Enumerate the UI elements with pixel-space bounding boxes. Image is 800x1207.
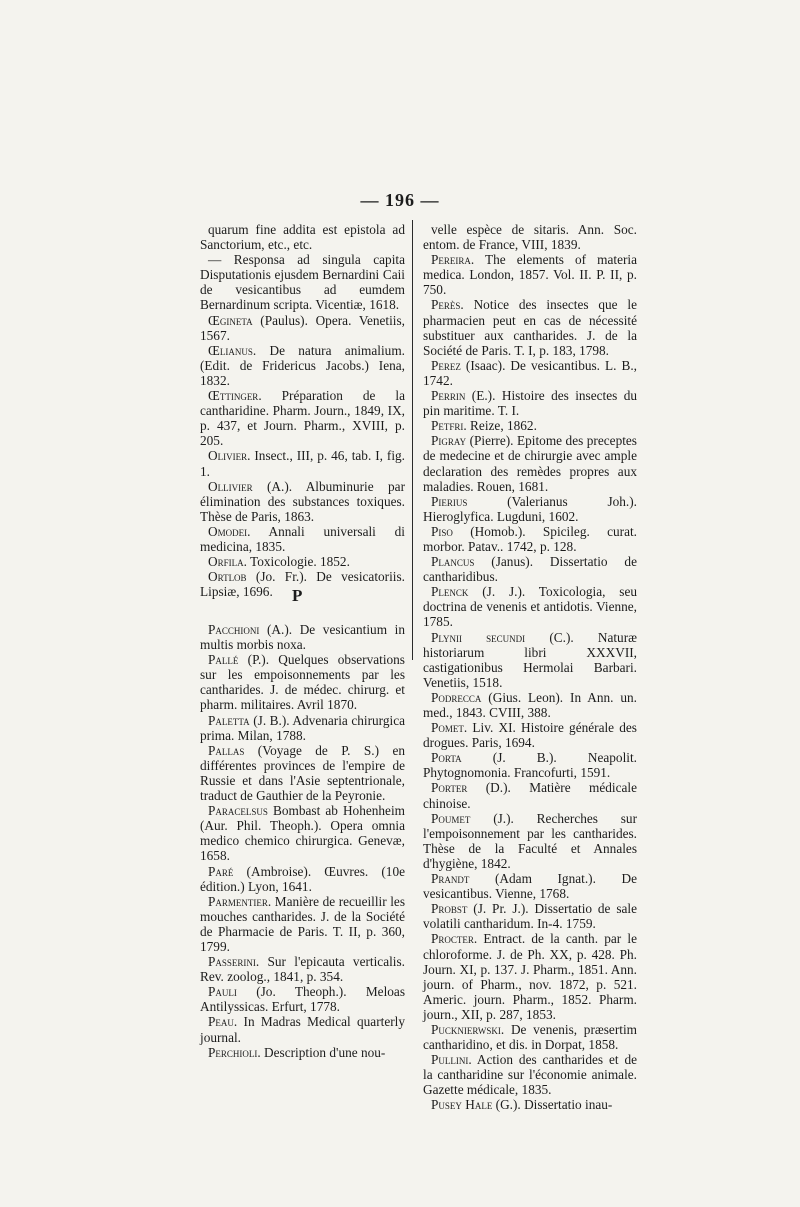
entry-text: . Reize, 1862.: [463, 418, 537, 434]
entry-text: velle espèce de sitaris. Ann. Soc. entom. de France, VIII, 1839.: [423, 222, 637, 253]
entry-text: (Homob.). Spicileg. curat. morbor. Patav.. 1742, p. 128.: [423, 523, 637, 554]
bibliography-entry: [200, 1014, 405, 1044]
bibliography-entry: [423, 222, 637, 252]
entry-text: (Jo. Fr.). De vesicatoriis. Lipsiæ, 1696.: [200, 569, 405, 600]
entry-text: (D.). Matière médicale chinoise.: [423, 780, 637, 811]
bibliography-entry: [200, 954, 405, 984]
entry-author: Petfri: [431, 418, 464, 434]
entry-author: Pullini: [431, 1052, 469, 1068]
bibliography-entry: [200, 1045, 405, 1060]
right-column: [423, 222, 637, 1113]
bibliography-entry: [423, 358, 637, 388]
entry-text: (Jo. Theoph.). Meloas Antilyssicas. Erfurt, 1778.: [200, 984, 405, 1015]
entry-text: . Entract. de la canth. par le chloroforme. J. de Ph. XX, p. 428. Ph. Journ. XI, p. 137. J. Pharm., 1851. Ann. journ. of Pharm., nov. 1872, p. 521. Americ. journ. Pharm., 1852. Pharm. journ., XII, p. 287, 1853.: [423, 931, 637, 1022]
entry-text: (Janus). Dissertatio de cantharidibus.: [423, 554, 637, 585]
bibliography-entry: [200, 894, 405, 954]
bibliography-entry: [423, 811, 637, 871]
entry-author: Pigray: [431, 433, 467, 449]
bibliography-entry: [200, 343, 405, 388]
entry-author: Probst: [431, 901, 468, 917]
entry-author: Omodei: [208, 523, 248, 539]
bibliography-entry: [200, 743, 405, 803]
column-divider: [412, 220, 413, 660]
left-column-top: [200, 222, 405, 599]
entry-author: Passerini: [208, 954, 256, 970]
entry-text: . Toxicologie. 1852.: [243, 554, 350, 570]
entry-text: — Responsa ad singula capita Disputationis ejusdem Bernardini Caii de vesicantibus ad eumdem Bernardinum scripta. Vicentiæ, 1618.: [200, 252, 405, 313]
entry-author: Pereira: [431, 252, 471, 268]
entry-author: Perchioli: [208, 1044, 258, 1060]
bibliography-entry: [200, 313, 405, 343]
entry-author: Pallas: [208, 742, 245, 758]
bibliography-entry: [200, 984, 405, 1014]
entry-text: (Paulus). Opera. Venetiis, 1567.: [200, 312, 405, 343]
entry-author: Peau: [208, 1014, 234, 1030]
bibliography-entry: [423, 871, 637, 901]
entry-text: . Préparation de la cantharidine. Pharm. Journ., 1849, IX, p. 437, et Journ. Pharm., XVIII, p. 205.: [200, 388, 405, 449]
bibliography-entry: [200, 569, 405, 599]
entry-text: (Voyage de P. S.) en différentes provinces de l'empire de Russie et dans l'Asie septentrionale, traduct de Gauthier de la Peyronie.: [200, 742, 405, 804]
entry-text: (J.). Recherches sur l'empoisonnement par les cantharides. Thèse de la Faculté et Annales d'hygiène, 1842.: [423, 810, 637, 871]
bibliography-entry: [423, 418, 637, 433]
entry-author: Plynii secundi: [431, 629, 526, 645]
entry-text: . De natura animalium. (Edit. de Fridericus Jacobs.) Iena, 1832.: [200, 342, 405, 388]
entry-text: (Pierre). Epitome des preceptes de medecine et de chirurgie avec ample declaration des remèdes propres aux maladies. Rouen, 1681.: [423, 433, 637, 494]
bibliography-entry: [200, 448, 405, 478]
bibliography-entry: [200, 554, 405, 569]
entry-author: Procter: [431, 931, 474, 947]
entry-author: Pacchioni: [208, 622, 260, 637]
entry-text: (E.). Histoire des insectes du pin maritime. T. I.: [423, 388, 637, 419]
bibliography-entry: [200, 652, 405, 712]
bibliography-entry: [423, 750, 637, 780]
entry-text: . Sur l'epicauta verticalis. Rev. zoolog., 1841, p. 354.: [200, 954, 405, 985]
entry-text: . The elements of materia medica. London, 1857. Vol. II. P. II, p. 750.: [423, 252, 637, 298]
bibliography-entry: [423, 494, 637, 524]
entry-author: Prandt: [431, 871, 470, 887]
entry-text: (Isaac). De vesicantibus. L. B., 1742.: [423, 357, 637, 388]
left-column-bottom: [200, 622, 405, 1060]
entry-text: . Annali universali di medicina, 1835.: [200, 523, 405, 554]
entry-text: (J. J.). Toxicologia, seu doctrina de venenis et antidotis. Vienne, 1785.: [423, 584, 637, 630]
entry-text: . Action des cantharides et de la cantharidine sur l'économie animale. Gazette médicale, 1835.: [423, 1052, 637, 1098]
bibliography-entry: [200, 713, 405, 743]
entry-text: (J. B.). Advenaria chirurgica prima. Milan, 1788.: [200, 712, 405, 743]
entry-author: Paré: [208, 863, 234, 879]
bibliography-entry: [200, 479, 405, 524]
entry-author: Piso: [431, 523, 453, 539]
bibliography-entry: [200, 524, 405, 554]
bibliography-entry: [423, 554, 637, 584]
bibliography-entry: [423, 297, 637, 357]
entry-text: . Insect., III, p. 46, tab. I, fig. 1.: [200, 448, 405, 479]
entry-author: Pucknierwski: [431, 1021, 501, 1037]
entry-author: Œlianus: [208, 342, 253, 358]
entry-text: (G.). Dissertatio inau-: [492, 1097, 613, 1113]
page-number: — 196 —: [360, 190, 440, 210]
entry-author: Perez: [431, 357, 461, 373]
entry-text: (C.). Naturæ historiarum libri XXXVII, castigationibus Hermolai Barbari. Venetiis, 1518.: [423, 629, 637, 690]
entry-author: Orfila: [208, 554, 244, 570]
entry-text: (J. B.). Neapolit. Phytognomonia. Francofurti, 1591.: [423, 750, 637, 781]
bibliography-entry: [423, 901, 637, 931]
entry-author: Ortlob: [208, 569, 247, 585]
bibliography-entry: [423, 1052, 637, 1097]
entry-author: Perrin: [431, 388, 466, 404]
entry-author: Porta: [431, 750, 462, 766]
bibliography-entry: [423, 630, 637, 690]
entry-text: (Gius. Leon). In Ann. un. med., 1843. CVIII, 388.: [423, 689, 637, 720]
entry-text: (Ambroise). Œuvres. (10e édition.) Lyon, 1641.: [200, 863, 405, 894]
entry-text: . Manière de recueillir les mouches cantharides. J. de la Société de Pharmacie de Paris. T. II, p. 360, 1799.: [200, 893, 405, 954]
entry-author: Paletta: [208, 712, 250, 728]
entry-author: Pusey Hale: [431, 1097, 493, 1113]
bibliography-entry: [200, 622, 405, 652]
bibliography-entry: [200, 803, 405, 863]
entry-author: Podrecca: [431, 689, 482, 705]
entry-author: Œgineta: [208, 312, 253, 328]
entry-author: Parmentier: [208, 893, 268, 909]
section-letter: P: [292, 586, 303, 605]
entry-text: (J. Pr. J.). Dissertatio de sale volatili cantharidum. In-4. 1759.: [423, 901, 637, 932]
entry-author: Pomet: [431, 720, 464, 736]
bibliography-entry: [423, 584, 637, 629]
bibliography-entry: [200, 252, 405, 312]
bibliography-entry: [200, 388, 405, 448]
entry-text: (A.). De vesicantium in multis morbis noxa.: [200, 622, 405, 653]
entry-author: Pauli: [208, 984, 237, 1000]
bibliography-entry: [423, 690, 637, 720]
entry-author: Olivier: [208, 448, 248, 464]
entry-text: . In Madras Medical quarterly journal.: [200, 1014, 405, 1045]
entry-author: Plenck: [431, 584, 469, 600]
bibliography-entry: [423, 931, 637, 1022]
bibliography-entry: [423, 780, 637, 810]
bibliography-entry: [200, 222, 405, 252]
entry-text: . Liv. XI. Histoire générale des drogues. Paris, 1694.: [423, 720, 637, 751]
bibliography-entry: [423, 1022, 637, 1052]
entry-text: . Description d'une nou-: [257, 1044, 386, 1060]
entry-text: . De venenis, præsertim cantharidino, et dis. in Dorpat, 1858.: [423, 1021, 637, 1053]
entry-author: Perès: [431, 297, 461, 313]
entry-text: quarum fine addita est epistola ad Sanctorium, etc., etc.: [200, 222, 405, 253]
entry-text: . Notice des insectes que le pharmacien peut en cas de nécessité substituer aux cantharides. J. de la Société de Paris. T. I, p. 183, 1798.: [423, 297, 637, 358]
entry-author: Plancus: [431, 554, 475, 570]
entry-author: Poumet: [431, 810, 471, 826]
entry-author: Porter: [431, 780, 468, 796]
entry-author: Œttinger: [208, 388, 259, 404]
bibliography-entry: [423, 524, 637, 554]
bibliography-entry: [423, 388, 637, 418]
entry-text: (A.). Albuminurie par élimination des substances toxiques. Thèse de Paris, 1863.: [200, 478, 405, 524]
bibliography-entry: [423, 252, 637, 297]
bibliography-entry: [423, 720, 637, 750]
entry-author: Paracelsus: [208, 803, 268, 819]
entry-text: Bombast ab Hohenheim (Aur. Phil. Theoph.). Opera omnia medico chemico chirurgica. Genevæ, 1658.: [200, 803, 405, 864]
bibliography-entry: [200, 864, 405, 894]
entry-author: Pallé: [208, 652, 239, 668]
entry-author: Ollivier: [208, 478, 253, 494]
entry-text: (Adam Ignat.). De vesicantibus. Vienne, 1768.: [423, 871, 637, 902]
entry-text: (P.). Quelques observations sur les empoisonnements par les cantharides. J. de médec. chirurg. et pharm. militaires. Avril 1870.: [200, 652, 405, 713]
bibliography-entry: [423, 1097, 637, 1112]
bibliography-entry: [423, 433, 637, 493]
entry-text: (Valerianus Joh.). Hieroglyfica. Lugduni, 1602.: [423, 493, 637, 524]
entry-author: Pierius: [431, 493, 468, 509]
